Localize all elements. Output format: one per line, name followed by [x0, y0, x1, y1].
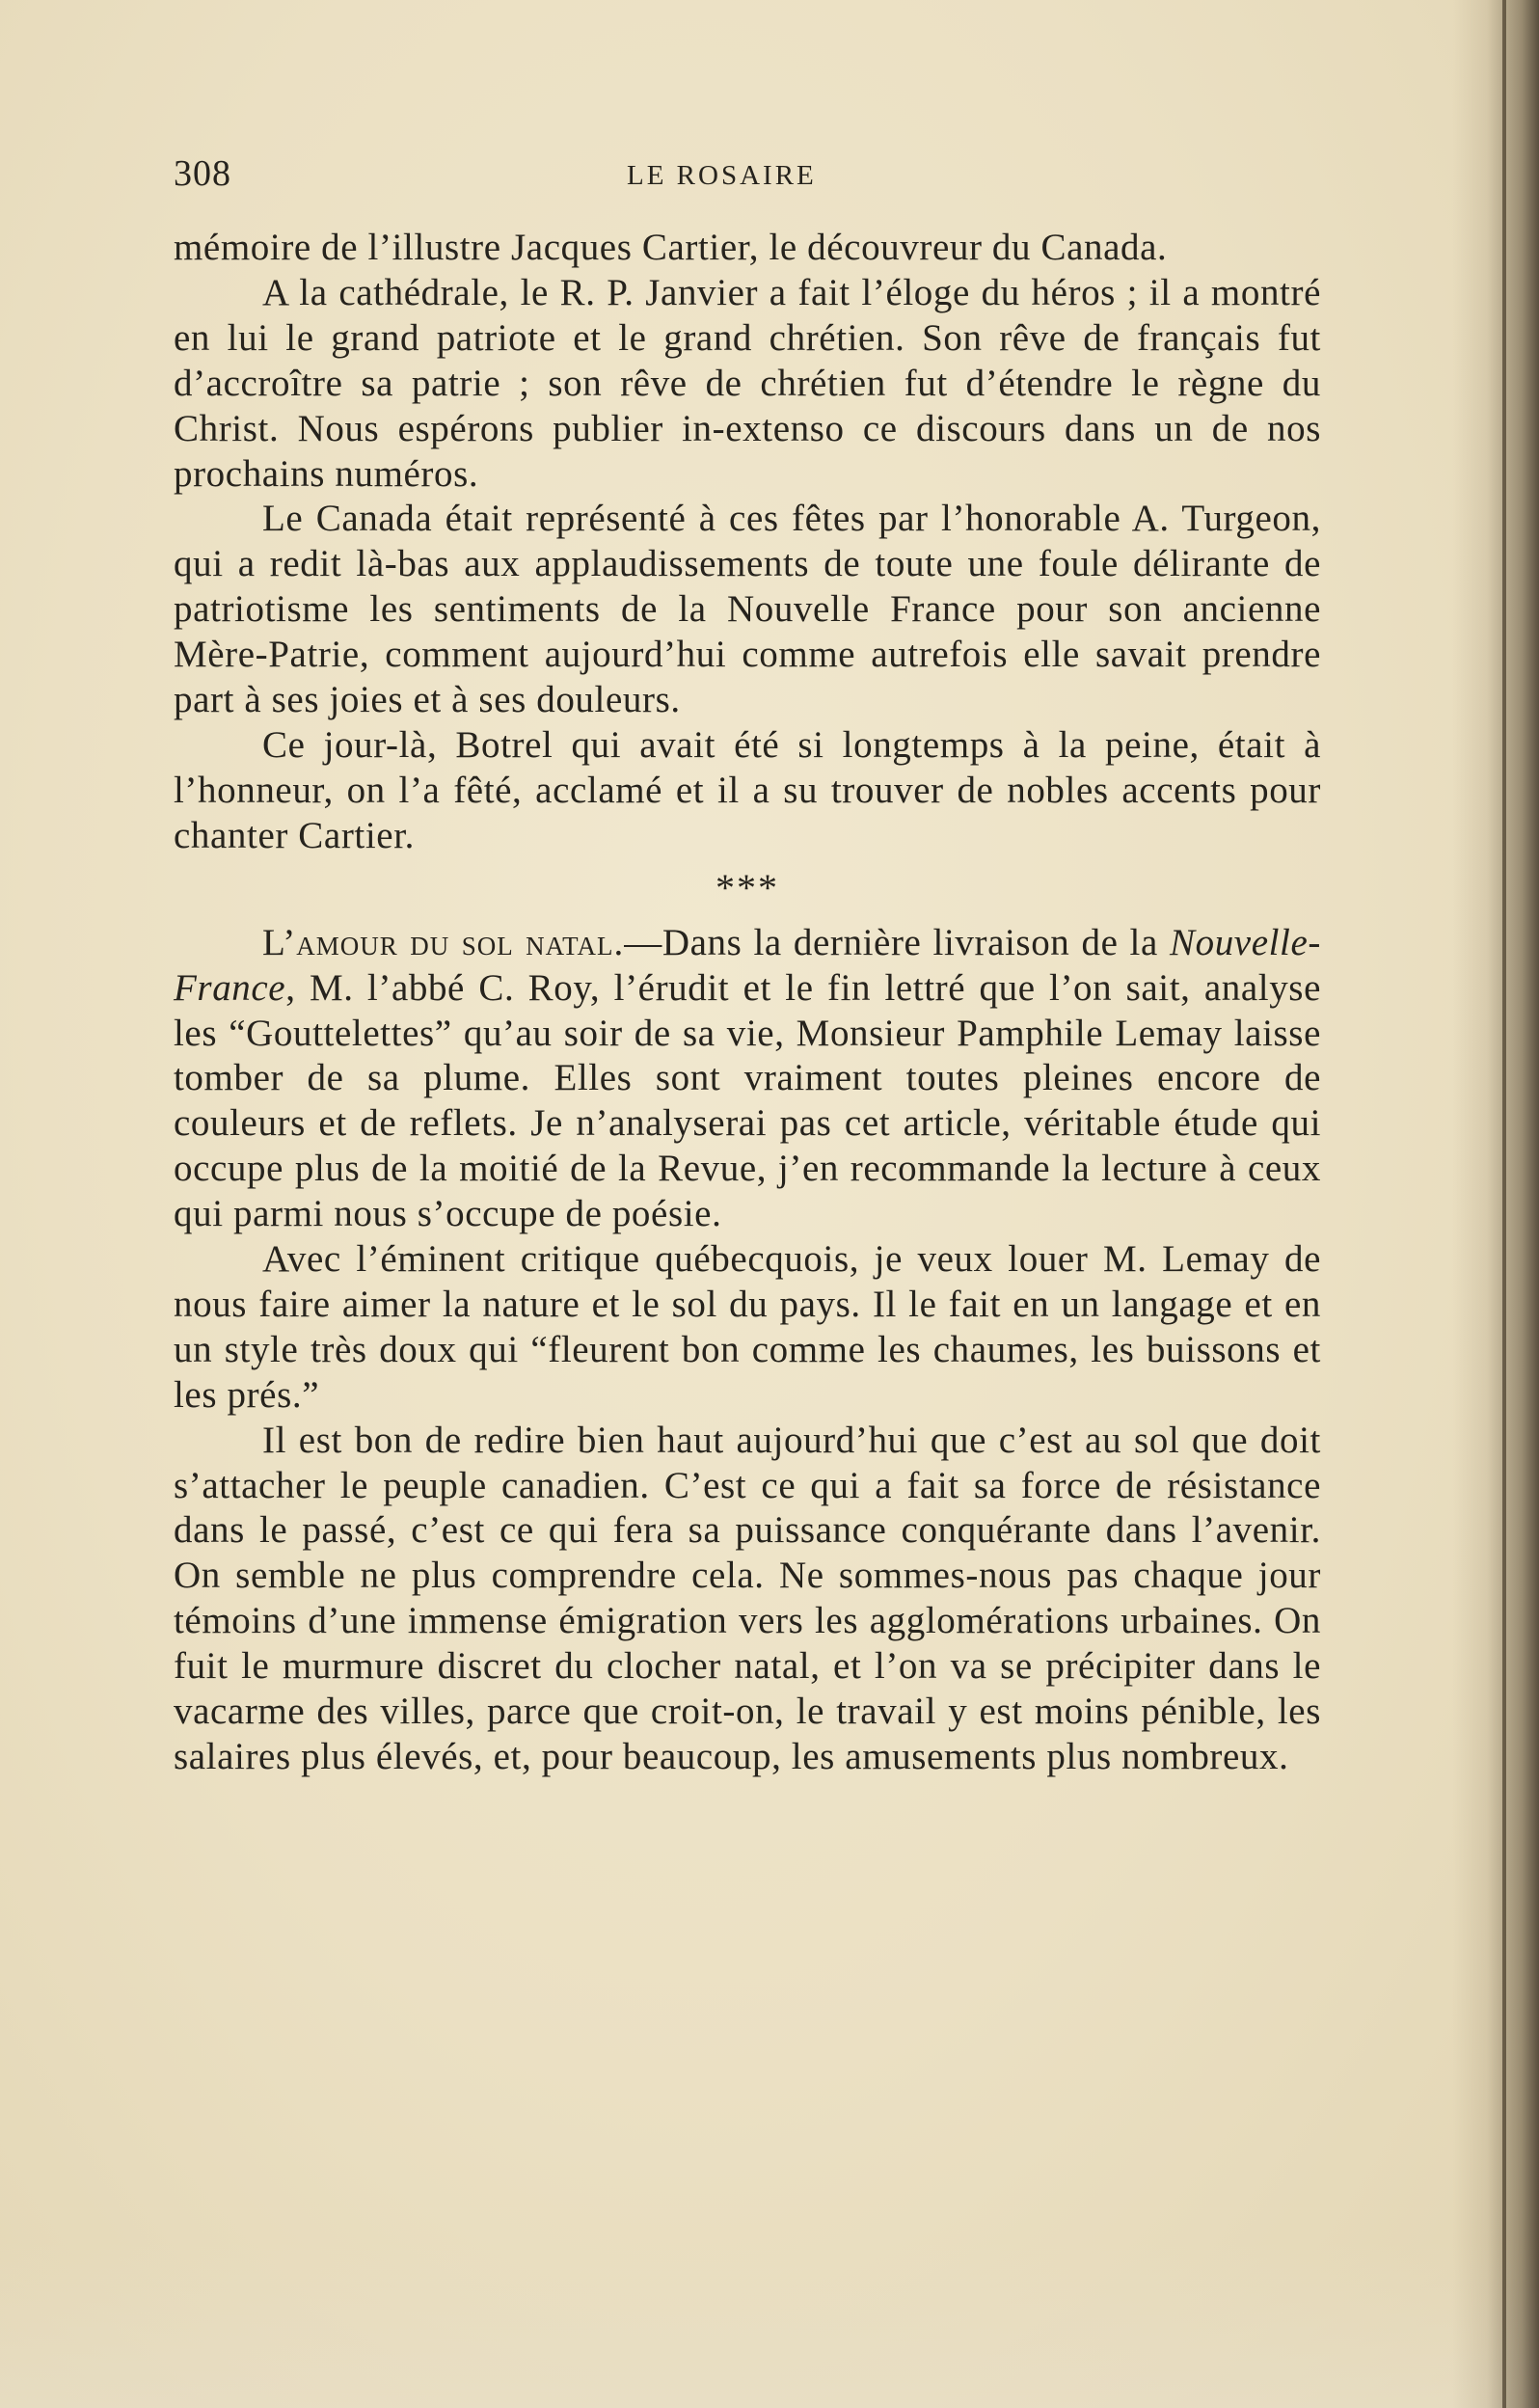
paragraph-6: Avec l’éminent critique québecquois, je veux louer M. Lemay de nous faire aimer la nature et le sol du pays. Il le fait en un langage et en un style très doux qui “fleurent bon comme les chaumes, les buissons et les prés.” — [174, 1238, 1321, 1416]
page-bottom-shading — [0, 2242, 1539, 2408]
publication-title: Nouvelle-France — [174, 921, 1321, 1009]
paragraph-5 — [174, 921, 1321, 1237]
paragraph-4: Ce jour-là, Botrel qui avait été si longtemps à la peine, était à l’honneur, on l’a fêté, acclamé et il a su trouver de nobles accents pour chanter Cartier. — [174, 723, 1321, 856]
paragraph-7: Il est bon de redire bien haut aujourd’hui que c’est au sol que doit s’attacher le peuple canadien. C’est ce qui a fait sa force de résistance dans le passé, c’est ce qui fera sa puissance conquérante dans l’avenir. On semble ne plus comprendre cela. Ne sommes-nous pas chaque jour témoins d’une immense émigration vers les agglomérations urbaines. On fuit le murmure discret du clocher natal, et l’on va se précipiter dans le vacarme des villes, parce que croit-on, le travail y est moins pénible, les salaires plus élevés, et, pour beaucoup, les amusements plus nombreux. — [174, 1419, 1321, 1777]
paragraph-5-text-b: , M. l’abbé C. Roy, l’érudit et le fin lettré que l’on sait, analyse les “Gouttelettes” qu’au soir de sa vie, Monsieur Pamphile Lemay laisse tomber de sa plume. Elles sont vraiment toutes pleines encore de couleurs et de reflets. Je n’analyserai pas cet article, véritable étude qui occupe plus de la moitié de la Revue, j’en recommande la lecture à ceux qui parmi nous s’occupe de poésie. — [174, 966, 1321, 1235]
paragraph-1: mémoire de l’illustre Jacques Cartier, le découvreur du Canada. — [174, 227, 1168, 268]
binding-gutter-shadow — [1452, 0, 1539, 2408]
binding-gutter-line — [1502, 0, 1506, 2408]
paragraph-2: A la cathédrale, le R. P. Janvier a fait l’éloge du héros ; il a montré en lui le grand patriote et le grand chrétien. Son rêve de français fut d’accroître sa patrie ; son rêve de chrétien fut d’étendre le règne du Christ. Nous espérons publier in-extenso ce discours dans un de nos prochains numéros. — [174, 271, 1321, 495]
page-number: 308 — [174, 153, 231, 194]
running-head — [174, 152, 1331, 201]
running-title: LE ROSAIRE — [627, 160, 817, 191]
section-separator: *** — [716, 865, 779, 909]
paragraph-5-text-a: —Dans la dernière livraison de la — [624, 921, 1170, 963]
body-text — [174, 226, 1321, 1780]
section-heading: L’amour du sol natal. — [262, 921, 625, 963]
paragraph-3: Le Canada était représenté à ces fêtes par l’honorable A. Turgeon, qui a redit là-bas aux applaudissements de toute une foule délirante de patriotisme les sentiments de la Nouvelle France pour son ancienne Mère-Patrie, comment aujourd’hui comme autrefois elle savait prendre part à ses joies et à ses douleurs. — [174, 498, 1321, 721]
